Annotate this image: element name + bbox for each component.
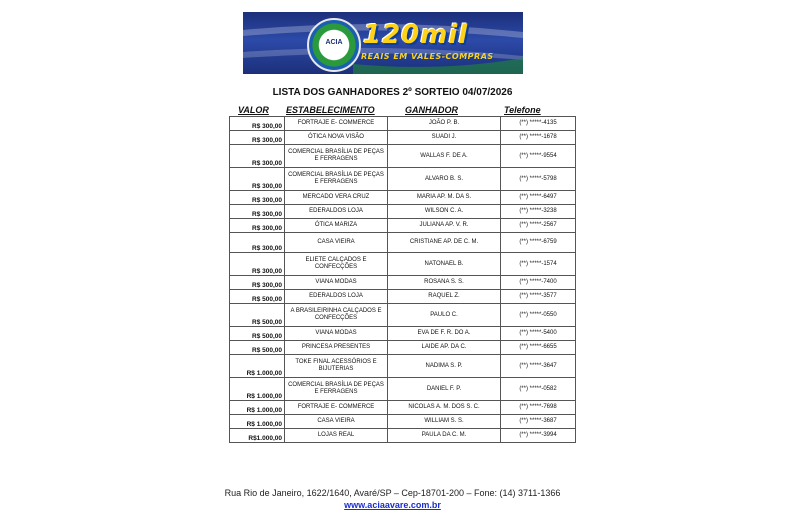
footer: [210, 487, 575, 511]
table-row: [230, 117, 576, 131]
cell-estabelecimento: EDERALDOS LOJA: [285, 290, 388, 304]
cell-valor: R$ 300,00: [230, 219, 285, 233]
cell-estabelecimento: ÓTICA MARIZA: [285, 219, 388, 233]
cell-telefone: (**) *****-2567: [501, 219, 576, 233]
cell-valor: R$ 300,00: [230, 276, 285, 290]
page-heading: LISTA DOS GANHADORES 2º SORTEIO 04/07/2026: [272, 87, 513, 98]
cell-telefone: (**) *****-3238: [501, 205, 576, 219]
cell-telefone: (**) *****-7698: [501, 401, 576, 415]
cell-estabelecimento: CASA VIEIRA: [285, 233, 388, 253]
winners-table: [229, 116, 576, 443]
cell-ganhador: EVA DE F. R. DO A.: [388, 327, 501, 341]
cell-telefone: (**) *****-0550: [501, 304, 576, 327]
cell-valor: R$ 300,00: [230, 253, 285, 276]
cell-ganhador: NADIMA S. P.: [388, 355, 501, 378]
cell-valor: R$ 300,00: [230, 233, 285, 253]
cell-valor: R$ 300,00: [230, 117, 285, 131]
table-row: [230, 355, 576, 378]
cell-ganhador: CRISTIANE AP. DE C. M.: [388, 233, 501, 253]
cell-telefone: (**) *****-1678: [501, 131, 576, 145]
cell-valor: R$1.000,00: [230, 429, 285, 443]
cell-ganhador: NATONAEL B.: [388, 253, 501, 276]
cell-ganhador: MARIA AP. M. DA S.: [388, 191, 501, 205]
cell-valor: R$ 500,00: [230, 304, 285, 327]
cell-estabelecimento: VIANA MODAS: [285, 276, 388, 290]
table-row: [230, 304, 576, 327]
banner-title: 120mil: [363, 20, 469, 50]
table-row: [230, 341, 576, 355]
table-row: [230, 327, 576, 341]
cell-telefone: (**) *****-3577: [501, 290, 576, 304]
acia-seal-logo: [307, 18, 361, 72]
cell-telefone: (**) *****-3647: [501, 355, 576, 378]
cell-estabelecimento: ÓTICA NOVA VISÃO: [285, 131, 388, 145]
cell-valor: R$ 300,00: [230, 191, 285, 205]
cell-estabelecimento: A BRASILEIRINHA CALÇADOS E CONFECÇÕES: [285, 304, 388, 327]
cell-telefone: (**) *****-0582: [501, 378, 576, 401]
cell-telefone: (**) *****-3687: [501, 415, 576, 429]
cell-valor: R$ 1.000,00: [230, 355, 285, 378]
cell-estabelecimento: VIANA MODAS: [285, 327, 388, 341]
cell-estabelecimento: LOJAS REAL: [285, 429, 388, 443]
cell-ganhador: JOÃO P. B.: [388, 117, 501, 131]
cell-valor: R$ 300,00: [230, 168, 285, 191]
table-row: [230, 205, 576, 219]
cell-ganhador: PAULO C.: [388, 304, 501, 327]
banner-subtitle: REAIS EM VALES-COMPRAS: [361, 52, 494, 61]
cell-valor: R$ 1.000,00: [230, 378, 285, 401]
cell-valor: R$ 300,00: [230, 145, 285, 168]
cell-ganhador: DANIEL F. P.: [388, 378, 501, 401]
seal-label: ACIA: [325, 39, 343, 46]
cell-valor: R$ 1.000,00: [230, 415, 285, 429]
table-row: [230, 401, 576, 415]
table-row: [230, 378, 576, 401]
cell-telefone: (**) *****-4135: [501, 117, 576, 131]
cell-telefone: (**) *****-9554: [501, 145, 576, 168]
cell-valor: R$ 300,00: [230, 205, 285, 219]
table-row: [230, 191, 576, 205]
cell-valor: R$ 500,00: [230, 341, 285, 355]
cell-telefone: (**) *****-6655: [501, 341, 576, 355]
cell-estabelecimento: EDERALDOS LOJA: [285, 205, 388, 219]
footer-website-link[interactable]: www.aciaavare.com.br: [344, 500, 441, 510]
cell-telefone: (**) *****-5798: [501, 168, 576, 191]
cell-estabelecimento: ELIETE CALÇADOS E CONFECÇÕES: [285, 253, 388, 276]
cell-estabelecimento: CASA VIEIRA: [285, 415, 388, 429]
cell-estabelecimento: MERCADO VERA CRUZ: [285, 191, 388, 205]
cell-ganhador: SUADI J.: [388, 131, 501, 145]
column-header-valor: VALOR: [238, 105, 269, 115]
cell-estabelecimento: FORTRAJE E- COMMERCE: [285, 117, 388, 131]
cell-estabelecimento: COMERCIAL BRASÍLIA DE PEÇAS E FERRAGENS: [285, 378, 388, 401]
cell-telefone: (**) *****-3994: [501, 429, 576, 443]
table-row: [230, 253, 576, 276]
column-header-ganhador: GANHADOR: [405, 105, 458, 115]
cell-ganhador: WILLIAM S. S.: [388, 415, 501, 429]
cell-valor: R$ 300,00: [230, 131, 285, 145]
column-header-estabelecimento: ESTABELECIMENTO: [286, 105, 375, 115]
cell-telefone: (**) *****-5400: [501, 327, 576, 341]
cell-ganhador: ROSANA S. S.: [388, 276, 501, 290]
table-row: [230, 219, 576, 233]
cell-telefone: (**) *****-6497: [501, 191, 576, 205]
cell-telefone: (**) *****-6759: [501, 233, 576, 253]
cell-ganhador: WILSON C. A.: [388, 205, 501, 219]
cell-estabelecimento: COMERCIAL BRASÍLIA DE PEÇAS E FERRAGENS: [285, 168, 388, 191]
cell-estabelecimento: PRINCESA PRESENTES: [285, 341, 388, 355]
cell-ganhador: PAULA DA C. M.: [388, 429, 501, 443]
cell-ganhador: WALLAS F. DE A.: [388, 145, 501, 168]
cell-valor: R$ 500,00: [230, 327, 285, 341]
cell-valor: R$ 1.000,00: [230, 401, 285, 415]
cell-estabelecimento: FORTRAJE E- COMMERCE: [285, 401, 388, 415]
table-row: [230, 276, 576, 290]
table-row: [230, 290, 576, 304]
cell-ganhador: JULIANA AP. V. R.: [388, 219, 501, 233]
cell-ganhador: NICOLAS A. M. DOS S. C.: [388, 401, 501, 415]
cell-telefone: (**) *****-1574: [501, 253, 576, 276]
cell-telefone: (**) *****-7400: [501, 276, 576, 290]
cell-valor: R$ 500,00: [230, 290, 285, 304]
table-row: [230, 168, 576, 191]
winners-table-body: [230, 117, 576, 443]
cell-ganhador: LAIDE AP. DA C.: [388, 341, 501, 355]
table-row: [230, 233, 576, 253]
footer-address: Rua Rio de Janeiro, 1622/1640, Avaré/SP – Cep-18701-200 – Fone: (14) 3711-1366: [224, 488, 561, 498]
cell-estabelecimento: COMERCIAL BRASÍLIA DE PEÇAS E FERRAGENS: [285, 145, 388, 168]
table-row: [230, 415, 576, 429]
table-row: [230, 145, 576, 168]
cell-estabelecimento: TOKE FINAL ACESSÓRIOS E BIJUTERIAS: [285, 355, 388, 378]
cell-ganhador: ALVARO B. S.: [388, 168, 501, 191]
cell-ganhador: RAQUEL Z.: [388, 290, 501, 304]
column-header-telefone: Telefone: [504, 105, 541, 115]
table-row: [230, 131, 576, 145]
table-row: [230, 429, 576, 443]
promo-banner: [243, 12, 523, 74]
